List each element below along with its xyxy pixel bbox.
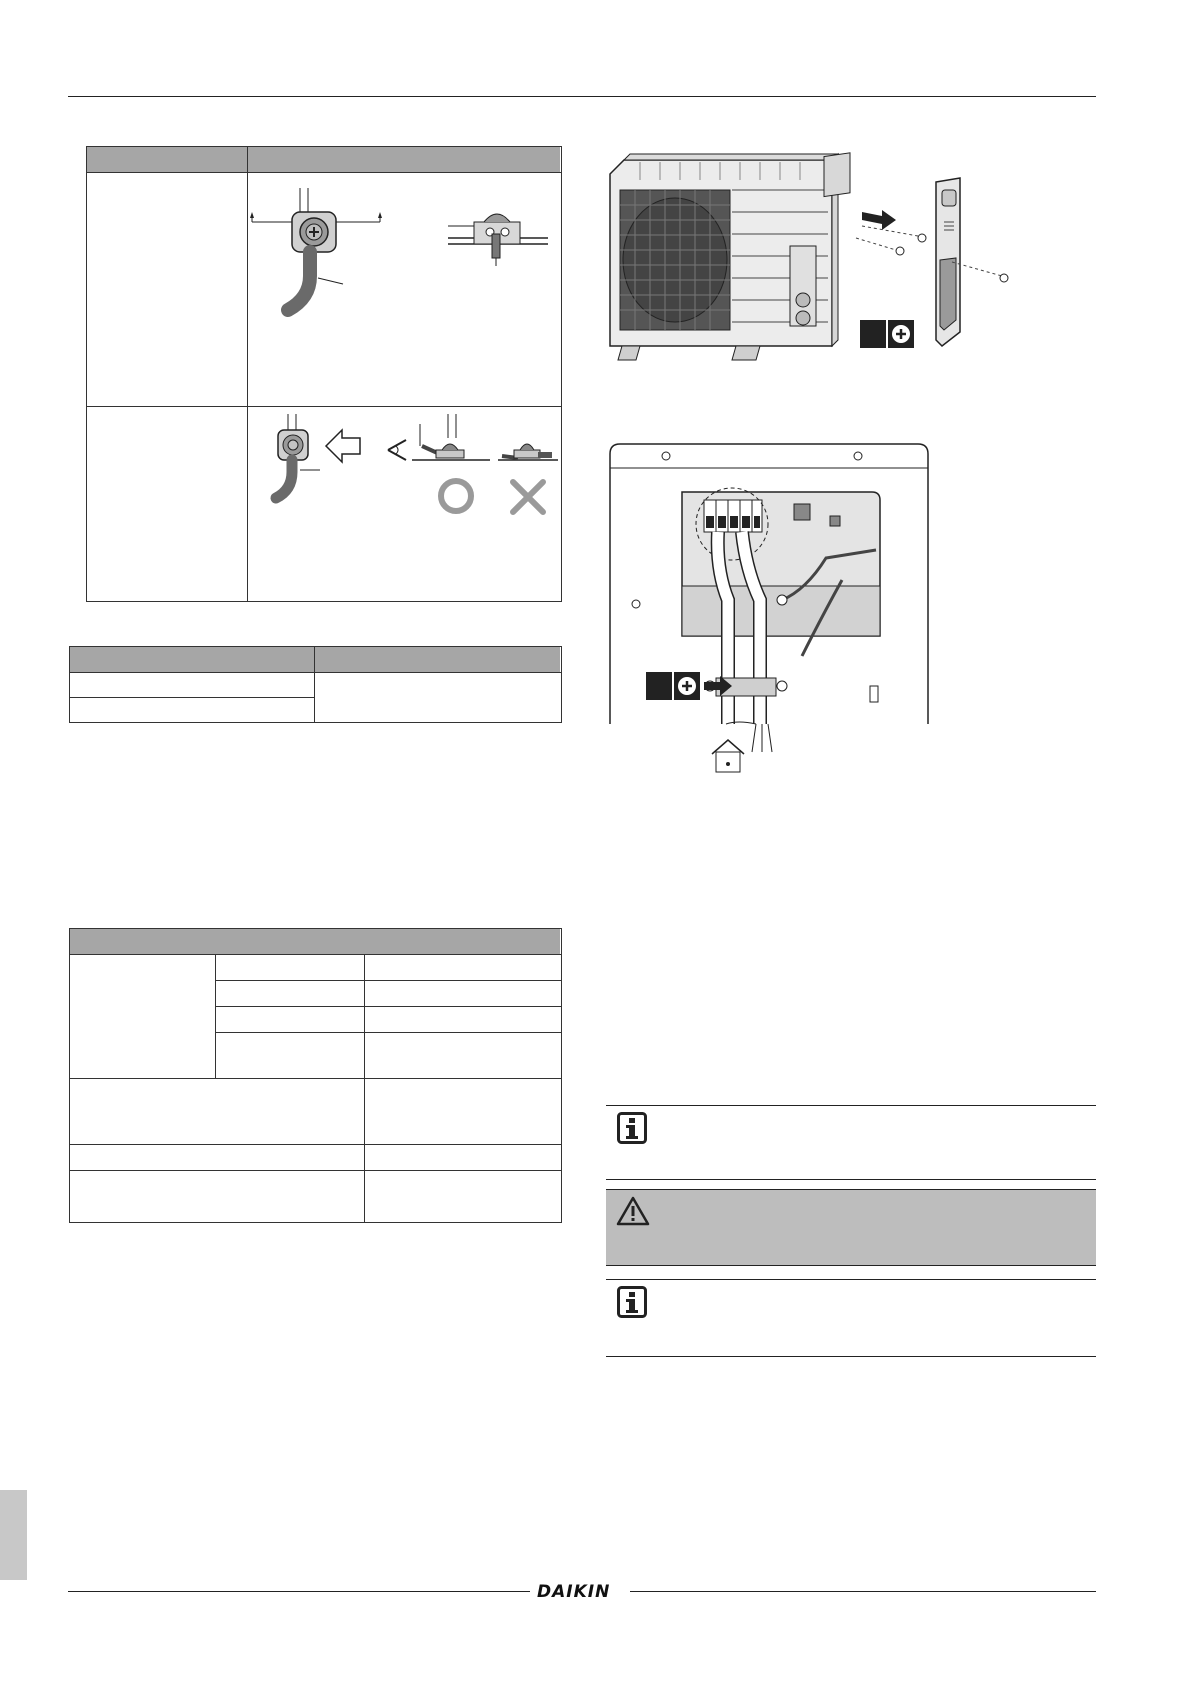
outdoor-unit-illustration	[600, 150, 1030, 380]
caution-band	[606, 1189, 1096, 1265]
warning-triangle-icon	[616, 1196, 650, 1226]
info-icon	[617, 1286, 647, 1318]
wire-table-frame	[69, 646, 562, 723]
circle-ok-symbol	[441, 481, 471, 511]
round-terminal-illustration	[248, 410, 560, 520]
chapter-side-tab	[0, 1490, 27, 1580]
spec-table-frame	[69, 928, 562, 1223]
house-icon	[712, 740, 744, 772]
header-rule	[68, 96, 1096, 97]
info-icon	[617, 1112, 647, 1144]
crimp-terminal-illustration	[248, 176, 558, 326]
terminal-wiring-illustration	[606, 440, 936, 780]
daikin-logo: DAIKIN	[537, 1582, 611, 1602]
